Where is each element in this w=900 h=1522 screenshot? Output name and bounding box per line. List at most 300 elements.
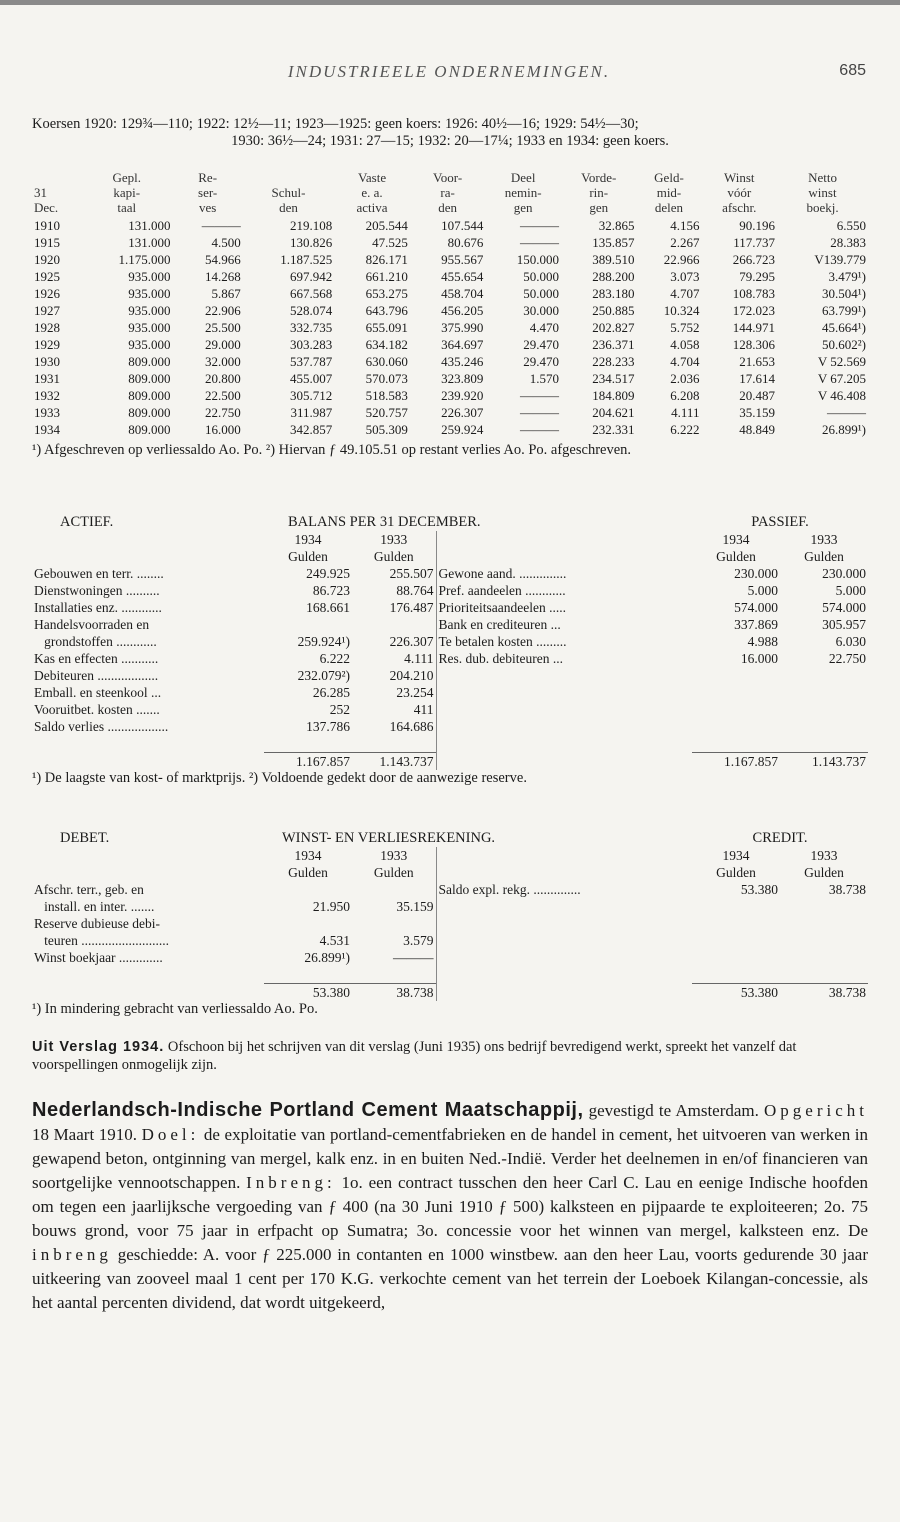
table-cell: 458.704 bbox=[441, 285, 484, 301]
total-actief-1934: 1.167.857 bbox=[264, 753, 352, 771]
passief-value bbox=[692, 667, 780, 684]
credit-value bbox=[692, 932, 780, 949]
table-row bbox=[32, 932, 868, 949]
year-1934: 1934 bbox=[294, 847, 322, 863]
table-cell: 32.000 bbox=[205, 353, 241, 369]
table-cell: 20.800 bbox=[205, 370, 241, 386]
koersen-line-2: 1930: 36½—24; 1931: 27—15; 1932: 20—17¼; 1933 en 1934: geen koers. bbox=[231, 133, 669, 149]
column-header: Vaste e. a. activa bbox=[356, 170, 388, 215]
unit-gulden: Gulden bbox=[804, 864, 844, 880]
table-cell: 1929 bbox=[34, 336, 60, 352]
page-header bbox=[32, 62, 866, 86]
table-cell: 1928 bbox=[34, 319, 60, 335]
table-cell: 643.796 bbox=[365, 302, 408, 318]
actief-value: 249.925 bbox=[306, 565, 350, 581]
passief-value: 16.000 bbox=[740, 650, 778, 666]
table-cell: 205.544 bbox=[365, 217, 408, 233]
actief-value: 6.222 bbox=[319, 650, 350, 666]
credit-value bbox=[692, 898, 780, 915]
passief-value bbox=[780, 667, 868, 684]
balance-title: BALANS PER 31 DECEMBER. bbox=[288, 514, 481, 530]
table-cell: 16.000 bbox=[205, 421, 241, 437]
total-debet-1933: 38.738 bbox=[352, 984, 436, 1002]
table-cell: 135.857 bbox=[592, 234, 635, 250]
table-row bbox=[32, 949, 868, 966]
table-cell: 6.208 bbox=[670, 387, 700, 403]
table-row bbox=[32, 599, 868, 616]
debet-label: Afschr. terr., geb. en bbox=[34, 881, 144, 897]
table-cell: 528.074 bbox=[290, 302, 333, 318]
table-cell: 234.517 bbox=[592, 370, 635, 386]
unit-gulden: Gulden bbox=[804, 548, 844, 564]
profit-loss-table bbox=[32, 830, 868, 1001]
pl-unit-row bbox=[32, 864, 868, 881]
table-cell: 809.000 bbox=[128, 353, 171, 369]
table-cell: 117.737 bbox=[733, 234, 776, 250]
unit-gulden: Gulden bbox=[288, 864, 328, 880]
table-cell: ——— bbox=[519, 387, 559, 403]
body-text: de exploitatie van portland-cementfabrieken en de handel in cement, het uitvoeren van werken in gewapend beton, ontginning van mergel, kalk enz. in en buiten Ned.-Indië. Verder het deelnemen in en/of financieren van soortgelijke vennootschappen. bbox=[32, 1125, 868, 1192]
table-row bbox=[32, 370, 868, 387]
credit-value bbox=[692, 949, 780, 966]
passief-title: PASSIEF. bbox=[751, 514, 809, 530]
debet-label: Winst boekjaar ............. bbox=[34, 949, 163, 965]
actief-value: 176.487 bbox=[389, 599, 434, 615]
table-row bbox=[32, 302, 868, 319]
table-cell: 32.865 bbox=[598, 217, 635, 233]
table-cell: 1931 bbox=[34, 370, 60, 386]
year-1933: 1933 bbox=[380, 847, 408, 863]
passief-label bbox=[436, 684, 692, 701]
table-row bbox=[32, 319, 868, 336]
actief-label: Gebouwen en terr. ........ bbox=[34, 565, 164, 581]
column-header: Vorde- rin- gen bbox=[581, 170, 617, 215]
credit-value: 53.380 bbox=[740, 881, 778, 897]
table-cell: 3.479¹) bbox=[828, 268, 866, 284]
table-cell: 455.007 bbox=[290, 370, 333, 386]
table-cell: ——— bbox=[519, 234, 559, 250]
actief-value: 411 bbox=[413, 701, 434, 717]
passief-value bbox=[780, 718, 868, 735]
column-header: Re- ser- ves bbox=[198, 170, 218, 215]
table-cell: 108.783 bbox=[732, 285, 776, 301]
year-1934: 1934 bbox=[294, 531, 322, 547]
debet-value bbox=[352, 915, 436, 932]
year-1933-passief: 1933 bbox=[810, 531, 838, 547]
table-cell: 520.757 bbox=[365, 404, 408, 420]
table-cell: 35.159 bbox=[739, 404, 776, 420]
table-cell: 250.885 bbox=[592, 302, 635, 318]
passief-value: 574.000 bbox=[734, 599, 778, 615]
doel-label: Doel: bbox=[141, 1125, 200, 1144]
table-cell: 47.525 bbox=[372, 234, 408, 250]
company-description bbox=[32, 1098, 868, 1315]
total-actief-1933: 1.143.737 bbox=[352, 753, 436, 771]
table-row bbox=[32, 353, 868, 370]
company-name: Nederlandsch-Indische Portland Cement Maatschappij, bbox=[32, 1099, 584, 1121]
table-cell: 809.000 bbox=[128, 387, 171, 403]
koersen-paragraph bbox=[32, 116, 868, 150]
table-cell: 935.000 bbox=[128, 319, 171, 335]
table-row bbox=[32, 421, 868, 438]
debet-value: 4.531 bbox=[319, 932, 350, 948]
actief-value: 26.285 bbox=[312, 684, 350, 700]
table-body bbox=[32, 217, 868, 438]
body-text: 18 Maart 1910. bbox=[32, 1125, 142, 1144]
table-cell: ——— bbox=[519, 404, 559, 420]
table-row bbox=[32, 718, 868, 735]
table-cell: 661.210 bbox=[365, 268, 408, 284]
table-cell: 634.182 bbox=[365, 336, 408, 352]
credit-value bbox=[780, 898, 868, 915]
table-cell: 14.268 bbox=[205, 268, 241, 284]
table-cell: 570.073 bbox=[365, 370, 408, 386]
table-cell: 342.857 bbox=[290, 421, 333, 437]
table-cell: 80.676 bbox=[447, 234, 484, 250]
table-cell: 20.487 bbox=[739, 387, 776, 403]
balance-year-row bbox=[32, 531, 868, 548]
actief-value: 232.079²) bbox=[297, 667, 350, 683]
table-cell: 232.331 bbox=[592, 421, 635, 437]
table-cell: 50.000 bbox=[523, 268, 559, 284]
table-cell: 63.799¹) bbox=[822, 302, 866, 318]
table-cell: 17.614 bbox=[739, 370, 776, 386]
actief-label: Emball. en steenkool ... bbox=[34, 684, 162, 700]
year-1934-credit: 1934 bbox=[722, 847, 750, 863]
actief-value: 204.210 bbox=[389, 667, 434, 683]
credit-value: 38.738 bbox=[828, 881, 866, 897]
table-cell: 697.942 bbox=[290, 268, 333, 284]
table-cell: 50.000 bbox=[523, 285, 559, 301]
balance-total-row bbox=[32, 753, 868, 771]
table-cell: 655.091 bbox=[365, 319, 408, 335]
table-cell: 435.246 bbox=[441, 353, 484, 369]
credit-label bbox=[436, 915, 692, 932]
table-cell: 505.309 bbox=[365, 421, 408, 437]
passief-value bbox=[692, 701, 780, 718]
passief-value: 4.988 bbox=[747, 633, 778, 649]
table-cell: 283.180 bbox=[592, 285, 635, 301]
table-row bbox=[32, 268, 868, 285]
table-row bbox=[32, 251, 868, 268]
table-cell: 48.849 bbox=[739, 421, 776, 437]
passief-value: 230.000 bbox=[734, 565, 778, 581]
table-cell: 79.295 bbox=[739, 268, 776, 284]
total-passief-1934: 1.167.857 bbox=[692, 753, 780, 771]
actief-title: ACTIEF. bbox=[60, 514, 114, 530]
actief-value: 226.307 bbox=[389, 633, 434, 649]
table-row bbox=[32, 616, 868, 633]
passief-label bbox=[436, 667, 692, 684]
table-cell: ——— bbox=[519, 217, 559, 233]
passief-value: 22.750 bbox=[828, 650, 866, 666]
table-cell: 4.156 bbox=[670, 217, 700, 233]
passief-label bbox=[436, 701, 692, 718]
table-cell: 25.500 bbox=[205, 319, 241, 335]
table-cell: 955.567 bbox=[441, 251, 484, 267]
year-1933-credit: 1933 bbox=[810, 847, 838, 863]
passief-label bbox=[436, 718, 692, 735]
debet-value: 3.579 bbox=[403, 932, 434, 948]
actief-value: 164.686 bbox=[389, 718, 434, 734]
table-cell: 4.111 bbox=[671, 404, 700, 420]
table-cell: 144.971 bbox=[732, 319, 776, 335]
balance-sheet bbox=[32, 514, 868, 786]
credit-label bbox=[436, 949, 692, 966]
debet-value bbox=[352, 881, 436, 898]
table-cell: 455.654 bbox=[441, 268, 484, 284]
table-row bbox=[32, 898, 868, 915]
table-cell: 1933 bbox=[34, 404, 60, 420]
table-cell: 131.000 bbox=[128, 217, 171, 233]
passief-value bbox=[780, 684, 868, 701]
table-cell: 29.470 bbox=[523, 353, 559, 369]
actief-label: grondstoffen ............ bbox=[34, 633, 157, 649]
table-cell: ——— bbox=[519, 421, 559, 437]
financial-history-table bbox=[32, 170, 868, 438]
table-row bbox=[32, 650, 868, 667]
table-cell: 1915 bbox=[34, 234, 60, 250]
table-cell: 2.036 bbox=[670, 370, 700, 386]
passief-label: Gewone aand. .............. bbox=[436, 565, 692, 582]
passief-value: 337.869 bbox=[734, 616, 778, 632]
credit-value bbox=[692, 915, 780, 932]
debet-label: Reserve dubieuse debi- bbox=[34, 915, 160, 931]
unit-gulden: Gulden bbox=[373, 864, 414, 880]
debet-value: 26.899¹) bbox=[304, 949, 350, 965]
table-cell: 6.222 bbox=[670, 421, 700, 437]
table-cell: 1920 bbox=[34, 251, 60, 267]
actief-value: 259.924¹) bbox=[297, 633, 350, 649]
table-cell: 4.470 bbox=[529, 319, 559, 335]
actief-label: Saldo verlies .................. bbox=[34, 718, 169, 734]
total-passief-1933: 1.143.737 bbox=[780, 753, 868, 771]
balance-unit-row bbox=[32, 548, 868, 565]
table-cell: 1932 bbox=[34, 387, 60, 403]
table-header-row bbox=[32, 170, 868, 217]
table-row bbox=[32, 582, 868, 599]
table-cell: 1910 bbox=[34, 217, 60, 233]
actief-value: 255.507 bbox=[389, 565, 434, 581]
table-cell: 1.187.525 bbox=[280, 251, 333, 267]
table-cell: 30.000 bbox=[523, 302, 559, 318]
pl-year-row bbox=[32, 847, 868, 864]
debet-title: DEBET. bbox=[60, 830, 110, 846]
table-cell: 1925 bbox=[34, 268, 60, 284]
table-cell: 128.306 bbox=[732, 336, 776, 352]
table-cell: 4.500 bbox=[211, 234, 241, 250]
passief-value: 5.000 bbox=[835, 582, 866, 598]
table-cell: 2.267 bbox=[670, 234, 700, 250]
credit-value bbox=[780, 915, 868, 932]
table-cell: 1930 bbox=[34, 353, 60, 369]
table-cell: 389.510 bbox=[592, 251, 635, 267]
passief-value: 5.000 bbox=[747, 582, 778, 598]
table-cell: 935.000 bbox=[128, 302, 171, 318]
table-row bbox=[32, 667, 868, 684]
table-cell: 29.470 bbox=[523, 336, 559, 352]
credit-label bbox=[436, 932, 692, 949]
column-header: Winst vóór afschr. bbox=[722, 170, 757, 215]
table-cell: 809.000 bbox=[128, 404, 171, 420]
table-cell: 653.275 bbox=[365, 285, 408, 301]
year-1933: 1933 bbox=[380, 531, 408, 547]
table-cell: 4.704 bbox=[670, 353, 700, 369]
body-text: gevestigd te Amsterdam. bbox=[583, 1101, 765, 1120]
verslag-paragraph bbox=[32, 1038, 868, 1074]
actief-label: Kas en effecten ........... bbox=[34, 650, 159, 666]
actief-value: 168.661 bbox=[306, 599, 350, 615]
table-cell: 935.000 bbox=[128, 336, 171, 352]
table-cell: V 67.205 bbox=[817, 370, 866, 386]
debet-value bbox=[264, 915, 352, 932]
table-row bbox=[32, 701, 868, 718]
total-debet-1934: 53.380 bbox=[264, 984, 352, 1002]
table-cell: V 46.408 bbox=[817, 387, 866, 403]
actief-value: 23.254 bbox=[396, 684, 434, 700]
table-cell: 239.920 bbox=[441, 387, 484, 403]
actief-label: Installaties enz. ............ bbox=[34, 599, 162, 615]
column-header: Schul- den bbox=[271, 185, 306, 215]
table-cell: 6.550 bbox=[836, 217, 866, 233]
actief-value bbox=[264, 616, 352, 633]
column-header: 31 Dec. bbox=[34, 185, 59, 215]
table-cell: 219.108 bbox=[290, 217, 333, 233]
actief-value: 4.111 bbox=[404, 650, 434, 666]
balance-footnote: ¹) De laagste van kost- of marktprijs. ²) Voldoende gedekt door de aanwezige reserve. bbox=[32, 770, 527, 786]
balance-body bbox=[32, 565, 868, 735]
table-cell: 172.023 bbox=[732, 302, 776, 318]
debet-label: teuren .......................... bbox=[34, 932, 169, 948]
debet-value: ——— bbox=[393, 949, 434, 965]
table-cell: 236.371 bbox=[592, 336, 635, 352]
pl-total-row bbox=[32, 984, 868, 1002]
table-cell: 21.653 bbox=[739, 353, 776, 369]
actief-label: Handelsvoorraden en bbox=[34, 616, 150, 632]
table-cell: 303.283 bbox=[290, 336, 333, 352]
table-row bbox=[32, 915, 868, 932]
table-cell: 130.826 bbox=[290, 234, 333, 250]
table-cell: 5.752 bbox=[670, 319, 700, 335]
verslag-lead: Uit Verslag 1934. bbox=[32, 1039, 165, 1055]
opgericht-label: Opgericht bbox=[764, 1101, 868, 1120]
table-cell: ——— bbox=[827, 404, 866, 420]
table-cell: 456.205 bbox=[441, 302, 484, 318]
unit-gulden: Gulden bbox=[716, 548, 756, 564]
table-cell: 150.000 bbox=[516, 251, 559, 267]
table-row bbox=[32, 217, 868, 234]
year-1934-passief: 1934 bbox=[722, 531, 750, 547]
table-cell: 1.570 bbox=[529, 370, 559, 386]
unit-gulden: Gulden bbox=[373, 548, 414, 564]
passief-value: 574.000 bbox=[822, 599, 866, 615]
table-row bbox=[32, 336, 868, 353]
actief-label: Dienstwoningen .......... bbox=[34, 582, 160, 598]
column-header: Geld- mid- delen bbox=[654, 170, 684, 215]
table-cell: 305.712 bbox=[290, 387, 333, 403]
table-cell: 630.060 bbox=[365, 353, 408, 369]
column-header: Deel nemin- gen bbox=[504, 170, 542, 215]
actief-value: 252 bbox=[329, 701, 350, 717]
credit-value bbox=[780, 949, 868, 966]
table-cell: 45.664¹) bbox=[822, 319, 866, 335]
passief-label: Prioriteitsaandeelen ..... bbox=[436, 599, 692, 616]
table-cell: 22.500 bbox=[205, 387, 241, 403]
table-cell: 935.000 bbox=[128, 285, 171, 301]
table-cell: V 52.569 bbox=[817, 353, 866, 369]
table-cell: 375.990 bbox=[441, 319, 484, 335]
table-cell: 1934 bbox=[34, 421, 60, 437]
table-cell: 1927 bbox=[34, 302, 60, 318]
top-rule bbox=[0, 0, 900, 5]
table-row bbox=[32, 404, 868, 421]
table-cell: 29.000 bbox=[205, 336, 241, 352]
inbreng-label-2: inbreng bbox=[32, 1245, 112, 1264]
debet-value: 21.950 bbox=[312, 898, 350, 914]
column-header: Netto winst boekj. bbox=[806, 170, 839, 215]
actief-value: 137.786 bbox=[306, 718, 350, 734]
table-cell: 288.200 bbox=[592, 268, 635, 284]
table-cell: 54.966 bbox=[205, 251, 241, 267]
table-cell: 935.000 bbox=[128, 268, 171, 284]
credit-title: CREDIT. bbox=[752, 830, 808, 846]
table-cell: 10.324 bbox=[663, 302, 700, 318]
passief-value bbox=[780, 701, 868, 718]
table-cell: 202.827 bbox=[592, 319, 635, 335]
table-cell: 184.809 bbox=[592, 387, 635, 403]
table-row bbox=[32, 387, 868, 404]
table-cell: 332.735 bbox=[290, 319, 333, 335]
table-cell: 809.000 bbox=[128, 421, 171, 437]
table-cell: 228.233 bbox=[592, 353, 635, 369]
body-text: 1o. een contract tusschen den heer Carl C. Lau en eenige Indische hoofden om tegen een jaarlijksche vergoeding van ƒ 400 (na 30 Juni 1910 ƒ 500) kalksteen en pijpaarde te exploiteeren; 2o. 75 bouws grond, voor 75 jaar in erfpacht op Sumatra; 3o. concessie voor het winnen van mergel, kalksteen enz. De bbox=[32, 1173, 868, 1240]
table-row bbox=[32, 565, 868, 582]
table-cell: 30.504¹) bbox=[822, 285, 866, 301]
table-row bbox=[32, 285, 868, 302]
table-cell: 826.171 bbox=[365, 251, 408, 267]
unit-gulden: Gulden bbox=[716, 864, 756, 880]
passief-value bbox=[692, 718, 780, 735]
pl-footnote: ¹) In mindering gebracht van verliessaldo Ao. Po. bbox=[32, 1001, 318, 1017]
debet-label: install. en inter. ....... bbox=[34, 898, 155, 914]
column-header: Gepl. kapi- taal bbox=[112, 170, 142, 215]
table-cell: 364.697 bbox=[441, 336, 484, 352]
actief-value: 86.723 bbox=[312, 582, 350, 598]
verslag-text: Ofschoon bij het schrijven van dit verslag (Juni 1935) ons bedrijf bevredigend werkt, spreekt het vanzelf dat voorspellingen onmogelijk zijn. bbox=[32, 1039, 797, 1073]
koersen-line-1: Koersen 1920: 129¾—110; 1922: 12½—11; 1923—1925: geen koers: 1926: 40½—16; 1929: 54½—30; bbox=[32, 116, 639, 132]
balance-table bbox=[32, 514, 868, 770]
table-cell: 107.544 bbox=[441, 217, 484, 233]
table-cell: V139.779 bbox=[814, 251, 866, 267]
debet-value: 35.159 bbox=[396, 898, 434, 914]
passief-label: Pref. aandeelen ............ bbox=[436, 582, 692, 599]
footnote-afgeschreven: ¹) Afgeschreven op verliessaldo Ao. Po. ²) Hiervan ƒ 49.105.51 op restant verlies Ao. Po. afgeschreven. bbox=[32, 442, 632, 458]
table-cell: 518.583 bbox=[365, 387, 408, 403]
table-cell: 28.383 bbox=[830, 234, 866, 250]
table-row bbox=[32, 881, 868, 898]
total-credit-1934: 53.380 bbox=[692, 984, 780, 1002]
table-cell: 22.750 bbox=[205, 404, 241, 420]
table-cell: 204.621 bbox=[592, 404, 635, 420]
table-cell: 90.196 bbox=[739, 217, 776, 233]
profit-loss bbox=[32, 830, 868, 1017]
table-cell: ——— bbox=[201, 217, 241, 233]
table-cell: 809.000 bbox=[128, 370, 171, 386]
total-credit-1933: 38.738 bbox=[780, 984, 868, 1002]
pl-title-row bbox=[32, 830, 868, 847]
body-text: geschiedde: A. voor ƒ 225.000 in contanten en 1000 winstbew. aan den heer Lau, voorts gedurende 30 jaar uitkeering van zooveel maal 1 cent per 170 K.G. verkochte cement van het terrein der Loeboek Kilangan-concessie, als het aantal percenten dividend, dat wordt uitgekeerd, bbox=[32, 1245, 868, 1312]
table-cell: 131.000 bbox=[128, 234, 171, 250]
